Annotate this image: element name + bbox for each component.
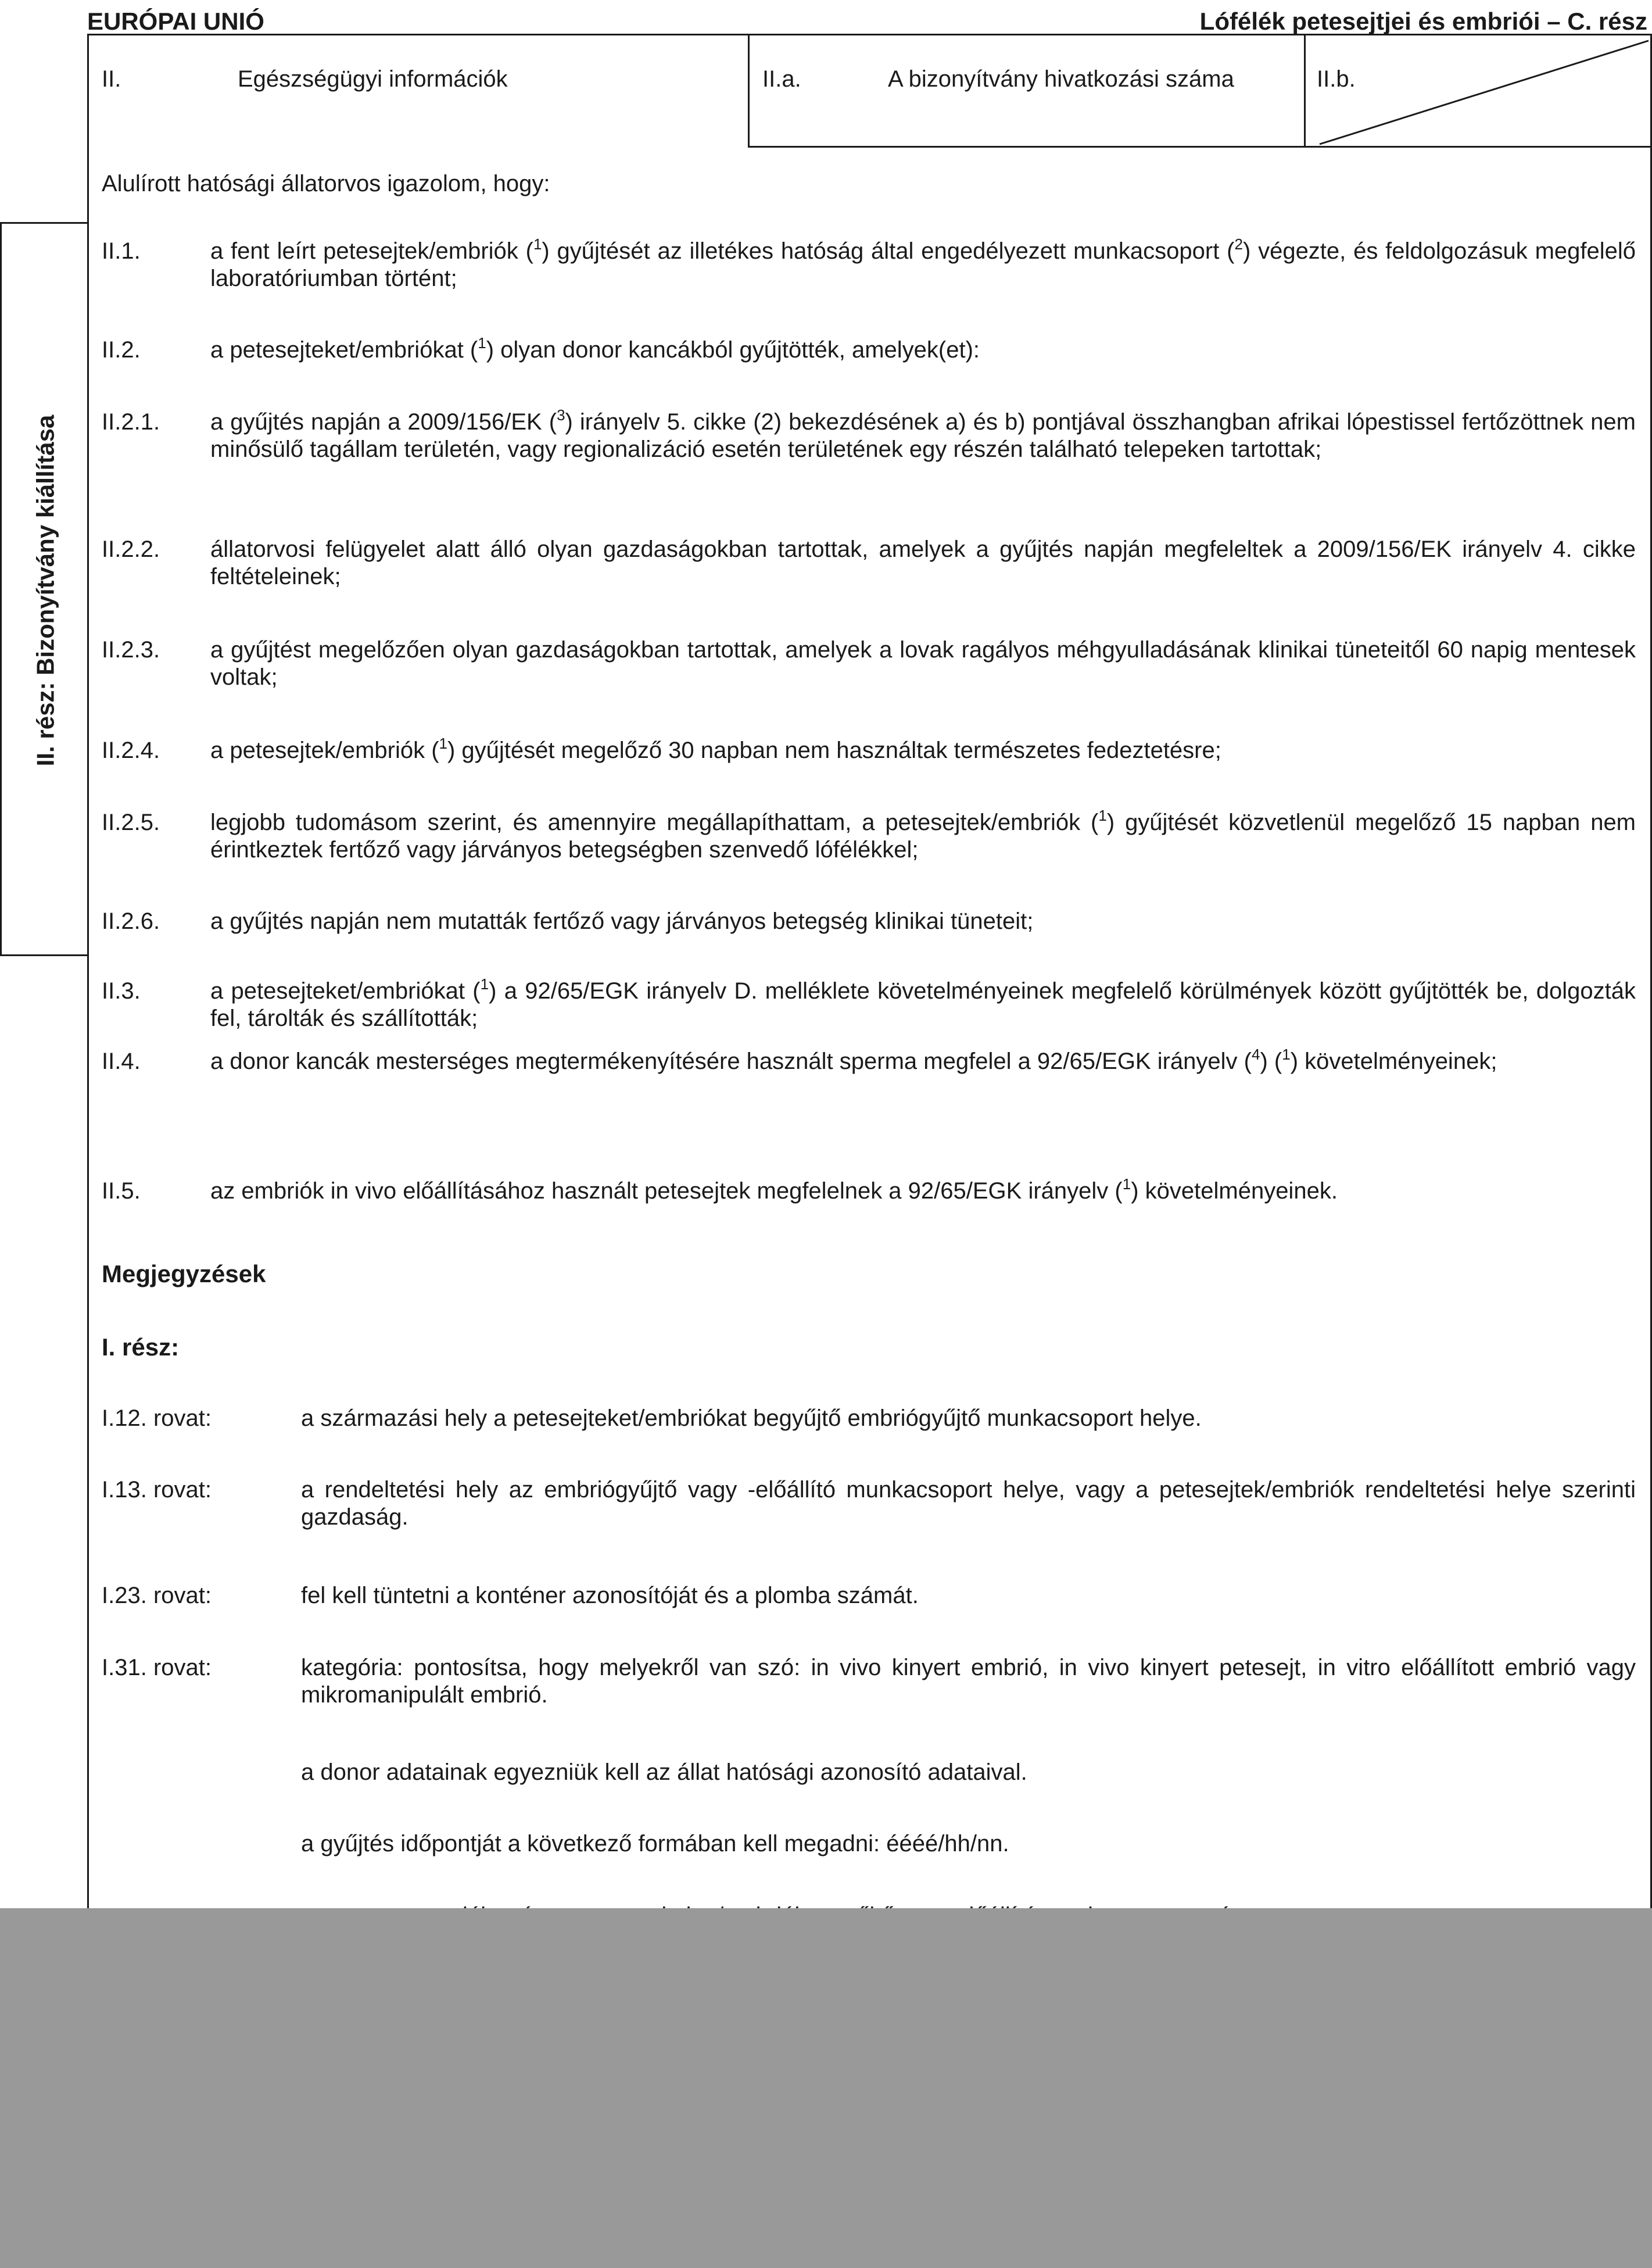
note-field: I.12. rovat:: [102, 1405, 212, 1431]
note-text: fel kell tüntetni a konténer azonosítóját és a plomba számát.: [301, 1583, 919, 1608]
text-part: a donor kancák mesterséges megtermékenyítésére használt sperma megfelel a 92/65/EGK irányelv (: [210, 1049, 1252, 1074]
item-number: II.1.: [102, 238, 141, 264]
section-title: Egészségügyi információk: [238, 66, 508, 92]
text-part: a gyűjtést megelőzően olyan gazdaságokban tartottak, amelyek a lovak ragályos méhgyulladásának klinikai tüneteitől 60 napig mentesek voltak;: [210, 637, 1636, 690]
reference-number-label-num: II.a.: [762, 66, 801, 92]
text-part: az embriók in vivo előállításához használt petesejtek megfelelnek a 92/65/EGK irányelv (: [210, 1178, 1123, 1204]
text-part: a gyűjtés napján a 2009/156/EK (: [210, 409, 557, 435]
item-text: [210, 636, 1636, 691]
item-number: II.2.6.: [102, 908, 160, 934]
text-part: ) irányelv 5. cikke (2) bekezdésének a) és b) pontjával összhangban afrikai lópestissel fertőzöttnek nem minősülő tagállam területén, vagy regionalizáció esetén területének egy részén található telepeken tartottak;: [210, 409, 1636, 462]
footnote-ref: 1: [439, 735, 447, 752]
iib-cell: [1304, 34, 1652, 148]
iib-label: II.b.: [1317, 66, 1356, 92]
text-part: ) olyan donor kancákból gyűjtötték, amelyek(et):: [486, 337, 980, 363]
note-field: I.23. rovat:: [102, 1583, 212, 1608]
item-text: [210, 975, 1636, 1032]
item-text: [210, 235, 1636, 292]
footnote-ref: 1: [533, 235, 542, 253]
item-text: [210, 1175, 1636, 1205]
intro-text: Alulírott hatósági állatorvos igazolom, hogy:: [102, 171, 550, 196]
part-title: I. rész:: [102, 1333, 180, 1361]
text-part: a petesejtek/embriók (: [210, 738, 439, 763]
certification-item: [102, 975, 1636, 1032]
text-part: ) a 92/65/EGK irányelv D. melléklete követelményeinek megfelelő körülmények között gyűjtötték be, dolgozták fel, tárolták és szállították;: [210, 978, 1636, 1031]
certificate-reference-cell: [748, 34, 1306, 148]
item-text: [210, 536, 1636, 591]
note-item: [102, 1405, 1636, 1432]
item-text: [210, 1048, 1636, 1075]
text-part: a petesejteket/embriókat (: [210, 337, 478, 363]
item-text: [210, 737, 1636, 764]
footnote-ref: 1: [1098, 807, 1107, 824]
note-item: [102, 1759, 1636, 1786]
item-text: [210, 809, 1636, 864]
footnote-ref: 1: [1282, 1046, 1291, 1063]
text-part: ) végezte, és feldolgozásuk megfelelő laboratóriumban történt;: [210, 238, 1636, 291]
item-text: [210, 334, 1636, 364]
item-text: [210, 406, 1636, 463]
note-item: [102, 1476, 1636, 1531]
text-part: ) gyűjtését közvetlenül megelőző 15 napban nem érintkeztek fertőző vagy járványos betegségben szenvedő lófélékkel;: [210, 810, 1636, 863]
note-text: a donor adatainak egyezniük kell az állat hatósági azonosító adataival.: [301, 1759, 1027, 1785]
item-number: II.2.2.: [102, 536, 160, 562]
note-item: [102, 1830, 1636, 1858]
note-field: [102, 1830, 301, 1858]
note-text: a gyűjtés időpontját a következő formában kell megadni: éééé/hh/nn.: [301, 1831, 1009, 1856]
footnote-ref: 4: [1252, 1046, 1260, 1063]
text-part: ) követelményeinek.: [1131, 1178, 1338, 1204]
reference-number-label: A bizonyítvány hivatkozási száma: [888, 66, 1234, 92]
text-part: ) (: [1260, 1049, 1282, 1074]
certification-item: [102, 334, 1636, 364]
item-number: II.5.: [102, 1178, 141, 1204]
text-part: ) követelményeinek;: [1290, 1049, 1497, 1074]
item-number: II.2.4.: [102, 738, 160, 763]
item-number: II.2.: [102, 337, 141, 363]
certification-item: [102, 1048, 1636, 1075]
certification-item: [102, 908, 1636, 935]
footnote-ref: 2: [1234, 235, 1243, 253]
item-number: II.2.3.: [102, 637, 160, 663]
section-number: II.: [102, 66, 121, 92]
text-part: a fent leírt petesejtek/embriók (: [210, 238, 533, 264]
text-part: a petesejteket/embriókat (: [210, 978, 481, 1004]
text-part: legjobb tudomásom szerint, és amennyire megállapíthattam, a petesejtek/embriók (: [210, 810, 1099, 835]
header-left: EURÓPAI UNIÓ: [87, 8, 264, 35]
certification-item: [102, 737, 1636, 764]
note-field: [102, 1759, 301, 1786]
certification-item: [102, 1175, 1636, 1205]
note-text: a rendeltetési hely az embriógyűjtő vagy -előállító munkacsoport helye, vagy a petesejtek/embriók rendeltetési helye szerinti gazdaság.: [301, 1477, 1636, 1530]
certification-item: [102, 636, 1636, 691]
side-label-box: [0, 222, 87, 956]
note-field: I.31. rovat:: [102, 1655, 212, 1680]
certification-item: [102, 809, 1636, 864]
notes-title: Megjegyzések: [102, 1260, 266, 1287]
certification-item: [102, 536, 1636, 591]
note-field: I.13. rovat:: [102, 1477, 212, 1503]
footnote-ref: 1: [1122, 1175, 1131, 1193]
note-text: a származási hely a petesejteket/embriókat begyűjtő embriógyűjtő munkacsoport helye.: [301, 1405, 1202, 1431]
certification-item: [102, 235, 1636, 292]
item-number: II.4.: [102, 1049, 141, 1074]
footnote-ref: 1: [480, 975, 489, 993]
item-number: II.2.1.: [102, 409, 160, 435]
certification-item: [102, 406, 1636, 463]
item-text: [210, 908, 1636, 935]
diagonal-line: [1302, 34, 1650, 148]
redacted-area: [0, 1908, 1652, 2268]
text-part: a gyűjtés napján nem mutatták fertőző vagy járványos betegség klinikai tüneteit;: [210, 908, 1034, 934]
footnote-ref: 1: [478, 334, 486, 352]
text-part: állatorvosi felügyelet alatt álló olyan gazdaságokban tartottak, amelyek a gyűjtés napján megfeleltek a 2009/156/EK irányelv 4. cikke feltételeinek;: [210, 536, 1636, 589]
header-right: Lófélék petesejtjei és embriói – C. rész: [1199, 8, 1647, 35]
note-item: [102, 1582, 1636, 1609]
item-number: II.3.: [102, 978, 141, 1004]
note-item: [102, 1654, 1636, 1709]
text-part: ) gyűjtését az illetékes hatóság által engedélyezett munkacsoport (: [542, 238, 1235, 264]
text-part: ) gyűjtését megelőző 30 napban nem használtak természetes fedeztetésre;: [447, 738, 1221, 763]
side-label: II. rész: Bizonyítvány kiállítása: [31, 414, 59, 767]
note-text: kategória: pontosítsa, hogy melyekről van szó: in vivo kinyert embrió, in vivo kinyert petesejt, in vitro előállított embrió vagy mikromanipulált embrió.: [301, 1655, 1636, 1708]
footnote-ref: 3: [557, 406, 565, 424]
health-info-cell: [87, 34, 750, 148]
item-number: II.2.5.: [102, 810, 160, 835]
